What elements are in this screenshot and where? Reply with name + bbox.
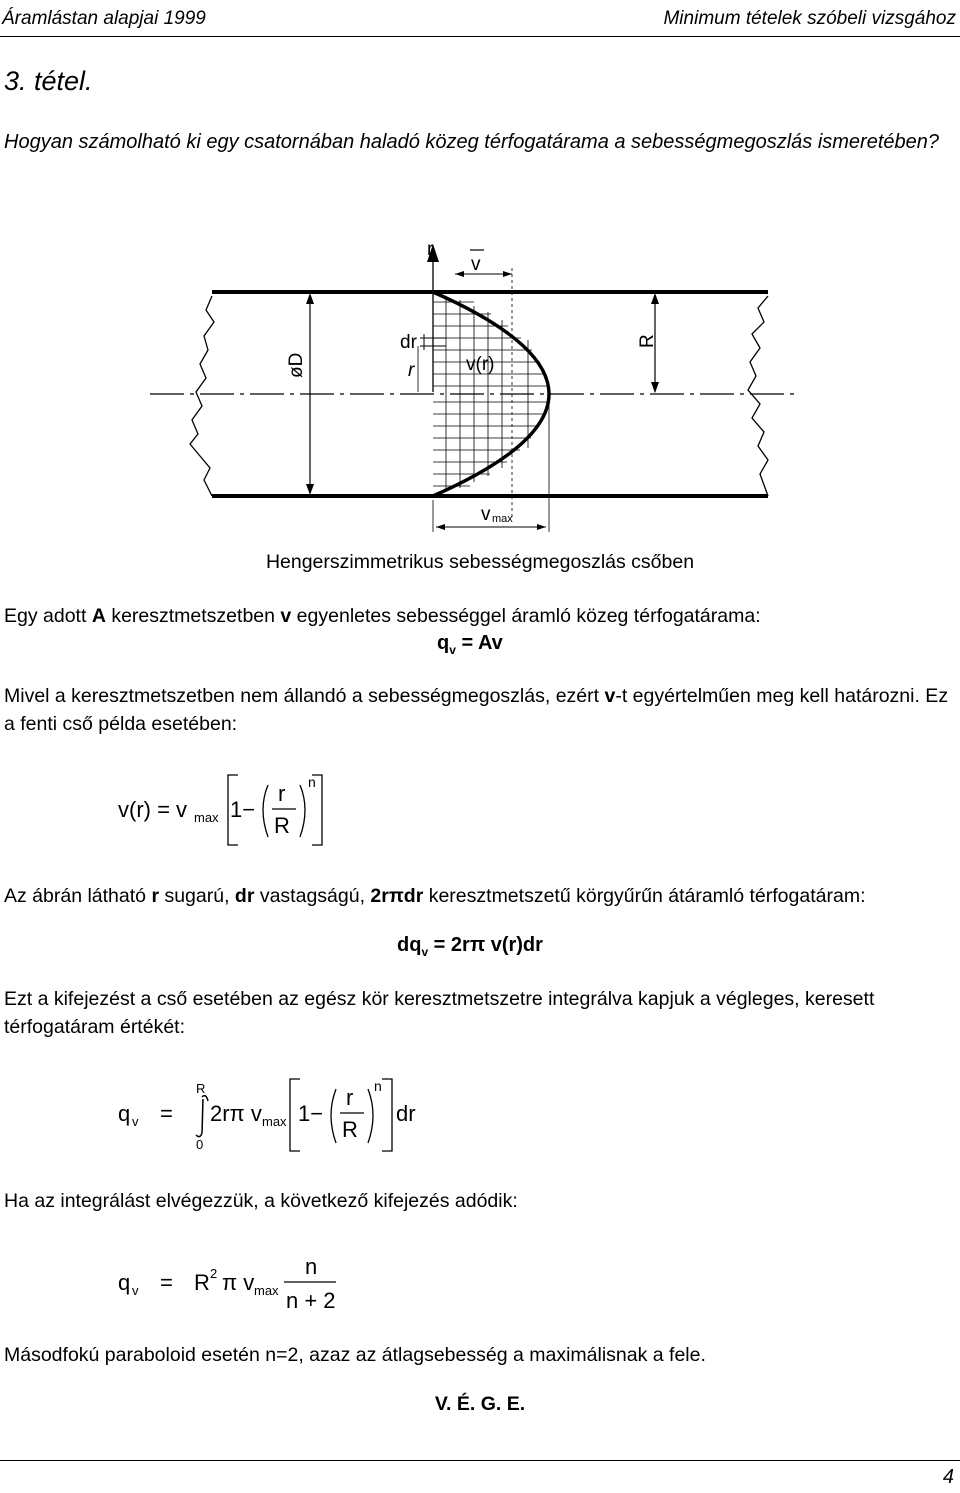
svg-text:v: v	[132, 1283, 139, 1298]
svg-text:r: r	[278, 781, 286, 806]
r-axis-label: r	[427, 239, 434, 260]
svg-text:n + 2: n + 2	[286, 1288, 336, 1313]
paragraph-6: Másodfokú paraboloid esetén n=2, azaz az átlagsebesség a maximálisnak a fele.	[4, 1344, 706, 1366]
svg-text:max: max	[262, 1114, 287, 1129]
svg-text:R: R	[196, 1081, 206, 1096]
svg-text:1−: 1−	[230, 797, 256, 822]
break-line-left	[190, 296, 214, 496]
svg-text:R: R	[342, 1117, 358, 1142]
paragraph-5: Ha az integrálást elvégezzük, a következő kifejezés adódik:	[4, 1190, 518, 1212]
break-line-right	[748, 296, 768, 496]
svg-text:max: max	[194, 810, 219, 825]
dr-label: dr	[400, 332, 417, 353]
paragraph-4: Ezt a kifejezést a cső esetében az egész kör keresztmetszetre integrálva kapjuk a végleges, keresett térfogatáram értékét:	[4, 988, 875, 1038]
vmax-subscript: max	[492, 513, 513, 525]
header-rule	[0, 36, 960, 37]
svg-text:1−: 1−	[298, 1101, 324, 1126]
equation-result	[110, 1252, 370, 1322]
paragraph-1: Egy adott A keresztmetszetben v egyenletes sebességgel áramló közeg térfogatárama:	[4, 605, 761, 627]
svg-text:dr: dr	[396, 1101, 416, 1126]
header-right: Minimum tételek szóbeli vizsgához	[663, 8, 956, 29]
footer-rule	[0, 1460, 960, 1461]
end-mark: V. É. G. E.	[434, 1393, 526, 1415]
velocity-profile-figure	[0, 225, 960, 545]
svg-text:R: R	[274, 813, 290, 838]
section-title: 3. tétel.	[4, 66, 93, 96]
equation-ring-flow: $dq_v = 2r\pi$ v(r)dr	[397, 934, 543, 959]
paragraph-3: Az ábrán látható r sugarú, dr vastagságú, 2rπdr keresztmetszetű körgyűrűn átáramló térfogatáram:	[4, 885, 866, 907]
svg-text:π v: π v	[222, 1270, 255, 1295]
svg-text:v: v	[132, 1114, 139, 1129]
header-left: Áramlástan alapjai 1999	[2, 8, 206, 29]
svg-text:0: 0	[196, 1137, 204, 1152]
svg-text:q: q	[118, 1101, 131, 1126]
velocity-function-label: v(r)	[466, 354, 495, 375]
figure-caption: Hengerszimmetrikus sebességmegoszlás csőben	[265, 551, 695, 573]
diameter-label: øD	[286, 352, 307, 378]
svg-text:n: n	[374, 1078, 382, 1094]
svg-text:r: r	[346, 1085, 354, 1110]
equation-velocity-profile	[100, 765, 360, 855]
svg-text:n: n	[308, 774, 316, 790]
equation-integral	[110, 1075, 440, 1155]
question: Hogyan számolható ki egy csatornában haladó közeg térfogatárama a sebességmegoszlás ismeretében?	[4, 131, 939, 153]
svg-text:v(r) = v: v(r) = v	[118, 797, 188, 822]
mean-velocity-label: v	[471, 254, 481, 275]
paragraph-2: Mivel a keresztmetszetben nem állandó a sebességmegoszlás, ezért v-t egyértelműen meg kell határozni. Ez a fenti cső példa esetében:	[4, 685, 949, 735]
equation-flow-rate: $q_v = Av$	[437, 632, 503, 657]
svg-text:=: =	[160, 1270, 173, 1295]
radius-label: R	[637, 334, 658, 348]
vmax-label: v	[481, 504, 491, 525]
svg-text:q: q	[118, 1270, 131, 1295]
svg-text:n: n	[305, 1254, 318, 1279]
svg-text:2: 2	[210, 1266, 218, 1281]
svg-text:R: R	[194, 1270, 210, 1295]
svg-text:2rπ v: 2rπ v	[210, 1101, 262, 1126]
page-number: 4	[942, 1466, 954, 1488]
r-label: r	[408, 360, 415, 381]
svg-text:max: max	[254, 1283, 279, 1298]
svg-text:=: =	[160, 1101, 173, 1126]
